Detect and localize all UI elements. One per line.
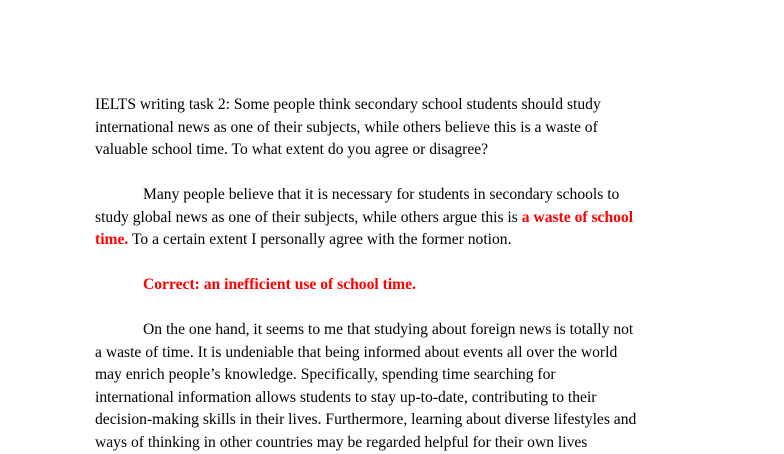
body-line-6: ways of thinking in other countries may be regarded helpful for their own lives bbox=[95, 432, 715, 454]
body-line-1: On the one hand, it seems to me that studying about foreign news is totally not bbox=[95, 319, 715, 342]
body-line-4: international information allows students to stay up-to-date, contributing to their bbox=[95, 387, 715, 410]
error-highlight: a waste of school bbox=[522, 209, 633, 226]
correction-note bbox=[95, 274, 715, 297]
body-paragraph bbox=[95, 319, 715, 454]
prompt-line-1: IELTS writing task 2: Some people think secondary school students should study bbox=[95, 94, 715, 117]
intro-line-2 bbox=[95, 207, 715, 230]
prompt-line-3: valuable school time. To what extent do you agree or disagree? bbox=[95, 139, 715, 162]
intro-line-2-text: study global news as one of their subjects, while others argue this is bbox=[95, 209, 522, 226]
intro-line-3 bbox=[95, 229, 715, 252]
correction-text: Correct: an inefficient use of school time. bbox=[95, 274, 715, 297]
intro-paragraph bbox=[95, 184, 715, 252]
intro-line-1: Many people believe that it is necessary for students in secondary schools to bbox=[95, 184, 715, 207]
body-line-5: decision-making skills in their lives. Furthermore, learning about diverse lifestyles and bbox=[95, 409, 715, 432]
prompt-line-2: international news as one of their subjects, while others believe this is a waste of bbox=[95, 117, 715, 140]
body-line-3: may enrich people’s knowledge. Specifically, spending time searching for bbox=[95, 364, 715, 387]
intro-line-3-text: To a certain extent I personally agree with the former notion. bbox=[128, 231, 511, 248]
task-prompt bbox=[95, 94, 715, 162]
body-line-2: a waste of time. It is undeniable that being informed about events all over the world bbox=[95, 342, 715, 365]
error-highlight-end: time. bbox=[95, 231, 128, 248]
